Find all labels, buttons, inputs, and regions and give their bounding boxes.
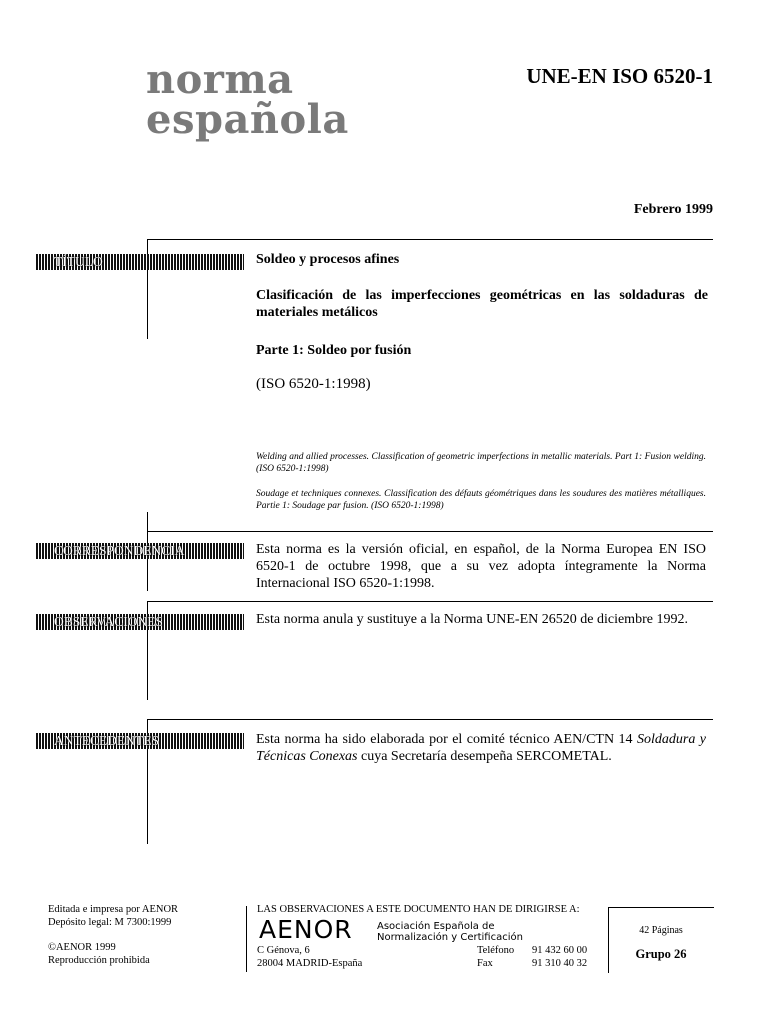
section-divider-observaciones <box>147 601 713 602</box>
address-line-2: 28004 MADRID-España <box>257 958 363 969</box>
antecedentes-text-a: Esta norma ha sido elaborada por el comité técnico AEN/CTN 14 <box>256 732 637 747</box>
footer-reproduction: Reproducción prohibida <box>48 955 150 966</box>
standard-code: UNE-EN ISO 6520-1 <box>526 64 713 88</box>
phone-label: Teléfono <box>477 945 515 956</box>
label-correspondencia: CORRESPONDENCIA <box>36 543 244 559</box>
antecedentes-text <box>256 731 706 765</box>
section-rule-correspondencia-top <box>147 512 148 532</box>
aenor-name-line-1: Asociación Española de <box>377 921 495 932</box>
footer-contact-values <box>532 944 587 970</box>
label-titulo: TÍTULO <box>36 254 244 270</box>
aenor-full-name <box>377 921 523 943</box>
phone-value: 91 432 60 00 <box>532 945 588 956</box>
aenor-logo: AENOR <box>259 915 353 944</box>
title-line-4: (ISO 6520-1:1998) <box>256 376 371 392</box>
footer-box-rule <box>608 907 609 973</box>
fax-label: Fax <box>477 958 493 969</box>
observaciones-text: Esta norma anula y sustituye a la Norma UNE-EN 26520 de diciembre 1992. <box>256 612 688 627</box>
footer-copyright: ©AENOR 1999 <box>48 942 116 953</box>
footer-address <box>257 944 362 970</box>
brand-line-1: norma <box>146 56 294 103</box>
title-line-2: Clasificación de las imperfecciones geométricas en las soldaduras de materiales metálicos <box>256 288 708 320</box>
title-line-1: Soldeo y procesos afines <box>256 252 400 267</box>
title-line-3: Parte 1: Soldeo por fusión <box>256 343 412 358</box>
aenor-name-line-2: Normalización y Certificación <box>377 932 523 943</box>
footer-box-top <box>608 907 714 908</box>
fax-value: 91 310 40 32 <box>532 958 588 969</box>
page-count: 42 Páginas <box>639 925 683 936</box>
footer-observations-heading: LAS OBSERVACIONES A ESTE DOCUMENTO HAN DE DIRIGIRSE A: <box>257 904 580 915</box>
group-number: Grupo 26 <box>635 947 687 961</box>
section-divider-antecedentes <box>147 719 713 720</box>
footer-contact-labels <box>477 944 514 970</box>
title-english: Welding and allied processes. Classification of geometric imperfections in metallic materials. Part 1: Fusion welding. (ISO 6520-1:1998) <box>256 452 706 474</box>
footer-rule-left <box>246 906 247 972</box>
section-rule-correspondencia <box>147 531 148 591</box>
footer-deposit: Depósito legal: M 7300:1999 <box>48 917 172 928</box>
antecedentes-committee-name: Soldadura y Técnicas Conexas <box>256 732 706 764</box>
title-french: Soudage et techniques connexes. Classification des défauts géométriques dans les soudures des matières métalliques. Partie 1: Soudage par fusion. (ISO 6520-1:1998) <box>256 489 706 511</box>
brand-line-2: española <box>146 96 349 143</box>
antecedentes-text-b: cuya Secretaría desempeña SERCOMETAL. <box>357 749 612 764</box>
label-antecedentes: ANTECEDENTES <box>36 733 244 749</box>
publication-date: Febrero 1999 <box>633 202 713 217</box>
label-observaciones: OBSERVACIONES <box>36 614 244 630</box>
footer-edition-info <box>48 903 178 967</box>
section-divider-correspondencia <box>147 531 713 532</box>
correspondencia-text: Esta norma es la versión oficial, en español, de la Norma Europea EN ISO 6520-1 de octubre 1998, que a su vez adopta íntegramente la Norma Internacional ISO 6520-1:1998. <box>256 542 706 591</box>
address-line-1: C Génova, 6 <box>257 945 310 956</box>
brand-title <box>146 56 349 143</box>
section-divider-titulo <box>147 239 713 240</box>
footer-edited: Editada e impresa por AENOR <box>48 904 179 915</box>
